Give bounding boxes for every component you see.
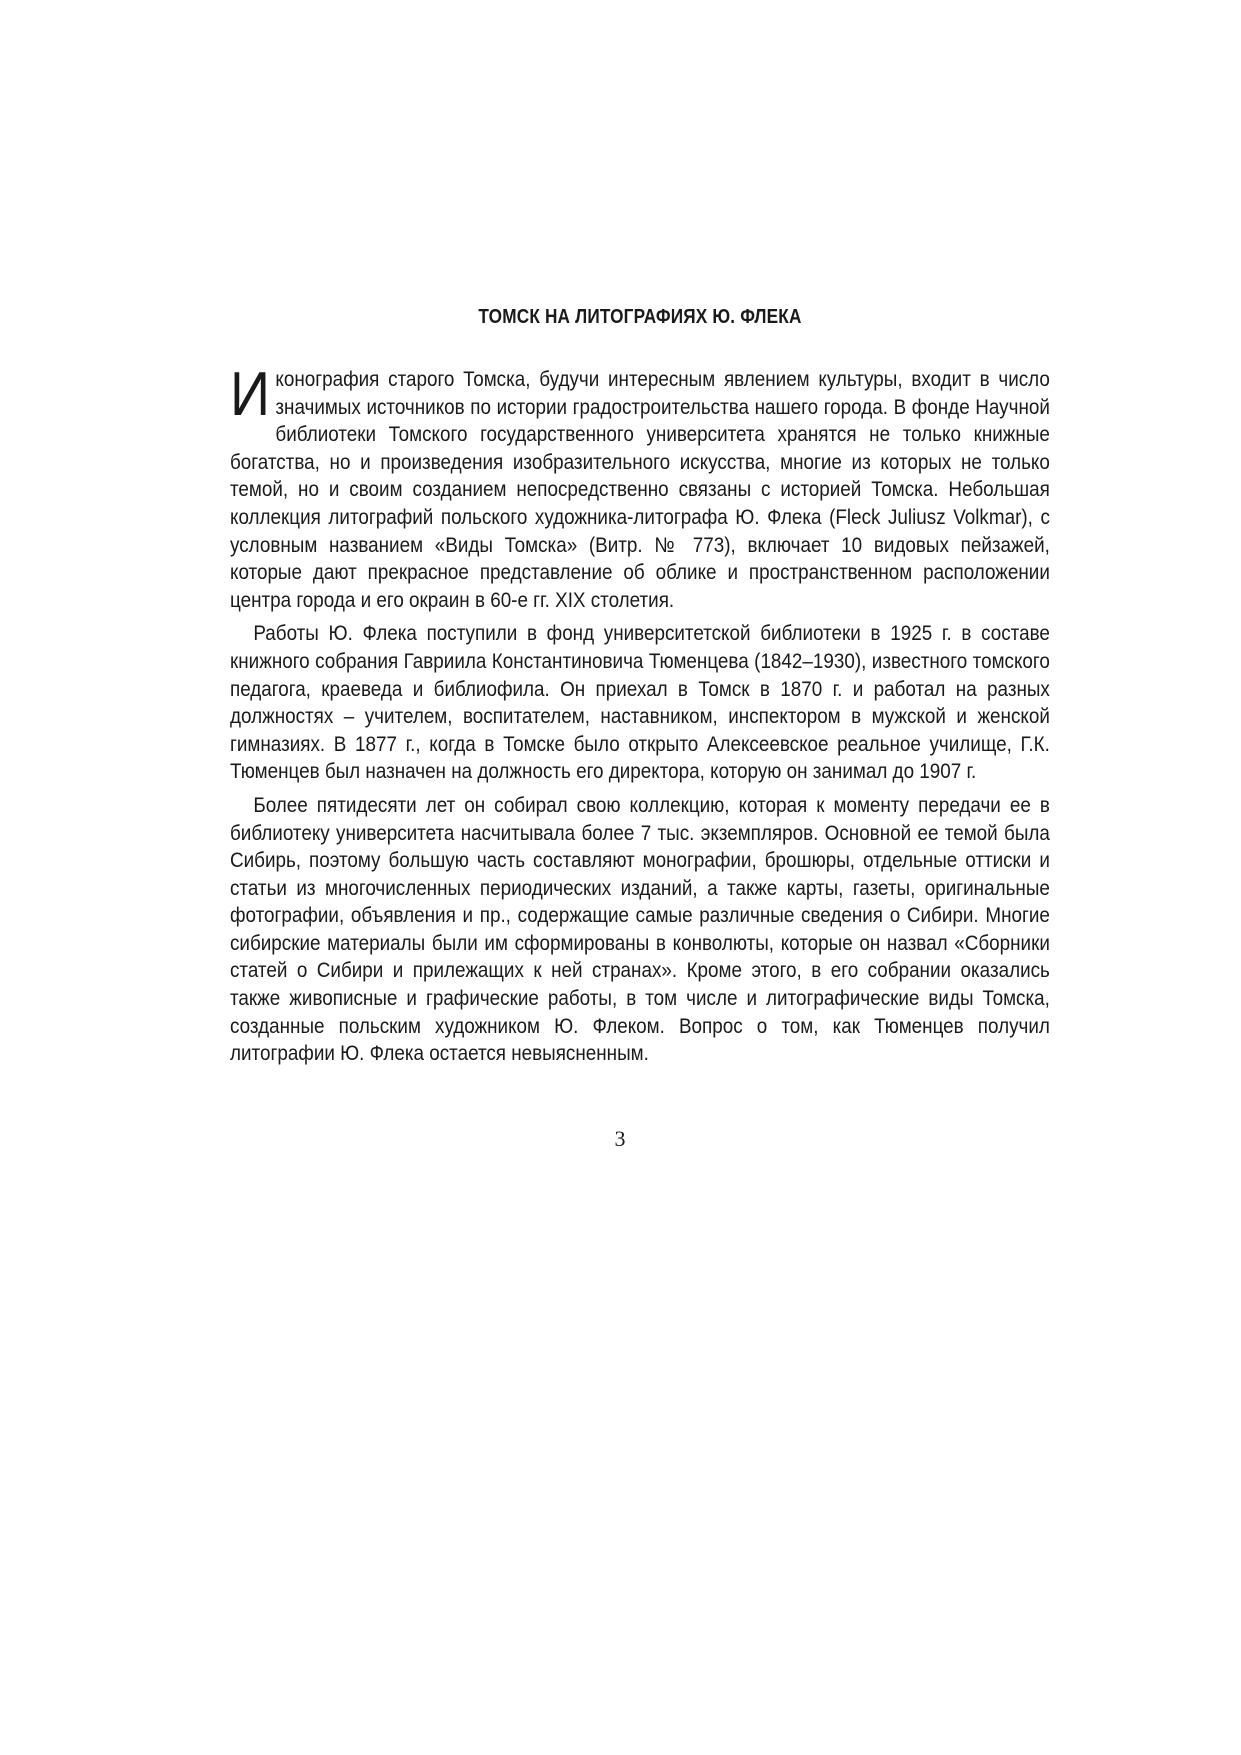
paragraph-2: Работы Ю. Флека поступили в фонд университетской библиотеки в 1925 г. в составе книжного собрания Гавриила Константиновича Тюменцева (1842–1930), известного томского педагога, краеведа и библиофила. Он приехал в Томск в 1870 г. и работал на разных должностях – учителем, воспитателем, наставником, инспектором в мужской и женской гимназиях. В 1877 г., когда в Томске было открыто Алексеевское реальное училище, Г.К. Тюменцев был назначен на должность его директора, которую он занимал до 1907 г. bbox=[230, 622, 1050, 784]
article-title: ТОМСК НА ЛИТОГРАФИЯХ Ю. ФЛЕКА bbox=[478, 306, 802, 328]
paragraph-1-text: конография старого Томска, будучи интересным явлением культуры, входит в число значимых источников по истории градостроительства нашего города. В фонде Научной библиотеки Томского государственного университета хранятся не только книжные богатства, но и произведения изобразительного искусства, многие из которых не только темой, но и своим созданием непосредственно связаны с историей Томска. Небольшая коллекция литографий польского художника-литографа Ю. Флека (Fleck Juliusz Volkmar), с условным названием «Виды Томска» (Витр. № 773), включает 10 видовых пейзажей, которые дают прекрасное представление об облике и пространственном расположении центра города и его окраин в 60-е гг. XIX столетия. bbox=[230, 368, 1050, 612]
drop-cap: И bbox=[230, 360, 271, 429]
article-body bbox=[230, 360, 1050, 1074]
page-number: 3 bbox=[614, 1126, 626, 1151]
paragraph-1 bbox=[230, 360, 1050, 614]
paragraph-3: Более пятидесяти лет он собирал свою коллекцию, которая к моменту передачи ее в библиотеку университета насчитывала более 7 тыс. экземпляров. Основной ее темой была Сибирь, поэтому большую часть составляют монографии, брошюры, отдельные оттиски и статьи из многочисленных периодических изданий, а также карты, газеты, оригинальные фотографии, объявления и пр., содержащие самые различные сведения о Сибири. Многие сибирские материалы были им сформированы в конволюты, которые он назвал «Сборники статей о Сибири и прилежащих к ней странах». Кроме этого, в его собрании оказались также живописные и графические работы, в том числе и литографические виды Томска, созданные польским художником Ю. Флеком. Вопрос о том, как Тюменцев получил литографии Ю. Флека остается невыясненным. bbox=[230, 793, 1050, 1066]
